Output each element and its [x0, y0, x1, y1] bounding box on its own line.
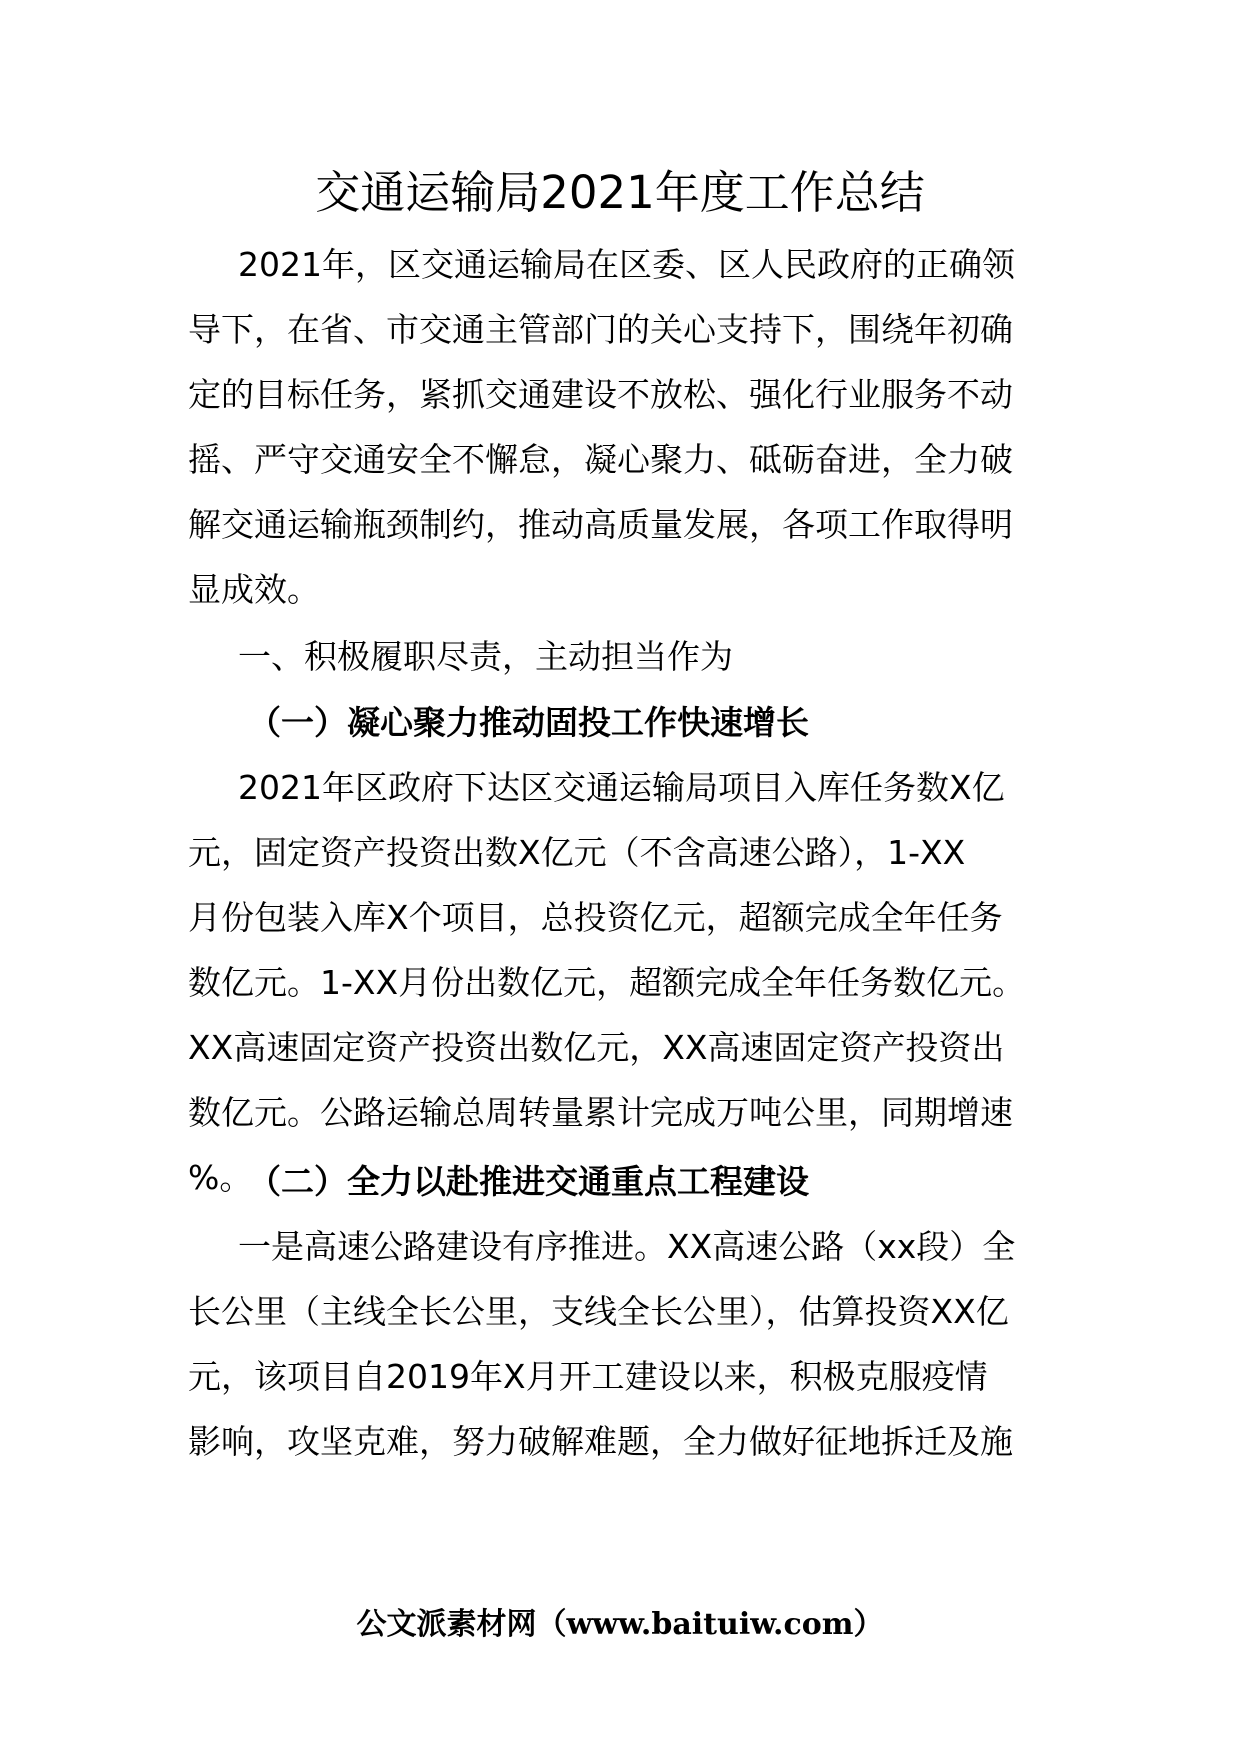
subsection-heading: （二）全力以赴推进交通重点工程建设	[248, 1162, 809, 1201]
section-heading: 一、积极履职尽责，主动担当作为	[238, 637, 733, 676]
paragraph-line: XX高速固定资产投资出数亿元，XX高速固定资产投资出	[188, 1028, 1005, 1067]
paragraph-line: 导下，在省、市交通主管部门的关心支持下，围绕年初确	[188, 310, 1013, 349]
document-title: 交通运输局2021年度工作总结	[315, 166, 925, 219]
paragraph-line: 数亿元。1-XX月份出数亿元，超额完成全年任务数亿元。	[188, 963, 1026, 1002]
expressway-paragraph	[188, 1214, 1088, 1474]
paragraph-line: 定的目标任务，紧抓交通建设不放松、强化行业服务不动	[188, 375, 1013, 414]
paragraph-line: 元，固定资产投资出数X亿元（不含高速公路），1-XX	[188, 833, 966, 872]
paragraph-line: 影响，攻坚克难，努力破解难题，全力做好征地拆迁及施	[188, 1422, 1013, 1461]
paragraph-line: 显成效。	[188, 570, 320, 609]
fixed-investment-paragraph	[188, 755, 1088, 1210]
paragraph-line: 2021年，区交通运输局在区委、区人民政府的正确领	[238, 245, 1015, 284]
paragraph-line: 长公里（主线全长公里，支线全长公里），估算投资XX亿	[188, 1292, 1009, 1331]
subsection-heading: （一）凝心聚力推动固投工作快速增长	[248, 703, 809, 742]
paragraph-line: %。	[188, 1158, 253, 1197]
intro-paragraph	[188, 232, 1088, 622]
paragraph-line: 一是高速公路建设有序推进。XX高速公路（xx段）全	[238, 1227, 1016, 1266]
paragraph-line: 摇、严守交通安全不懈怠，凝心聚力、砥砺奋进，全力破	[188, 440, 1013, 479]
page-footer: 公文派素材网（www.baituiw.com）	[356, 1607, 884, 1642]
paragraph-line: 解交通运输瓶颈制约，推动高质量发展，各项工作取得明	[188, 505, 1013, 544]
paragraph-line: 数亿元。公路运输总周转量累计完成万吨公里，同期增速	[188, 1093, 1013, 1132]
paragraph-line: 月份包装入库X个项目，总投资亿元，超额完成全年任务	[188, 898, 1003, 937]
paragraph-line: 元，该项目自2019年X月开工建设以来，积极克服疫情	[188, 1357, 988, 1396]
paragraph-line: 2021年区政府下达区交通运输局项目入库任务数X亿	[238, 768, 1005, 807]
